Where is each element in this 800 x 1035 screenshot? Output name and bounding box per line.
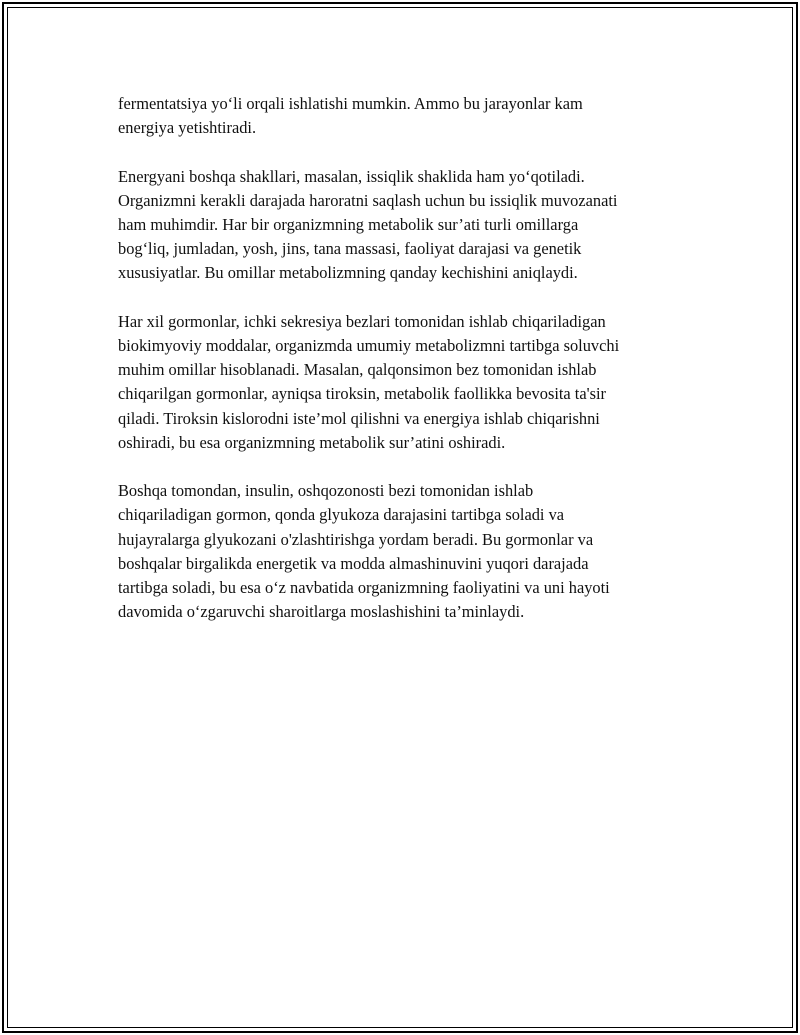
text-line: energiya yetishtiradi. [118, 118, 257, 138]
paragraph-3 [118, 310, 693, 455]
text-line: Organizmni kerakli darajada haroratni saqlash uchun bu issiqlik muvozanati [118, 190, 618, 210]
text-line: tartibga soladi, bu esa o‘z navbatida organizmning faoliyatini va uni hayoti [118, 578, 610, 598]
text-line: muhim omillar hisoblanadi. Masalan, qalqonsimon bez tomonidan ishlab [118, 360, 597, 380]
text-line: biokimyoviy moddalar, organizmda umumiy metabolizmni tartibga soluvchi [118, 336, 620, 355]
document-body [118, 92, 693, 649]
text-line: qiladi. Tiroksin kislorodni iste’mol qilishni va energiya ishlab chiqarishni [118, 408, 600, 428]
text-line: chiqariladigan gormon, qonda glyukoza darajasini tartibga soladi va [118, 505, 565, 525]
text-line: Boshqa tomondan, insulin, oshqozonosti bezi tomonidan ishlab [118, 481, 534, 501]
paragraph-2 [118, 165, 693, 286]
text-line: oshiradi, bu esa organizmning metabolik sur’atini oshiradi. [118, 432, 506, 452]
text-line: xususiyatlar. Bu omillar metabolizmning qanday kechishini aniqlaydi. [118, 263, 578, 283]
text-line: davomida o‘zgaruvchi sharoitlarga moslashishini ta’minlaydi. [118, 602, 525, 622]
text-line: Energyani boshqa shakllari, masalan, issiqlik shaklida ham yo‘qotiladi. [118, 166, 585, 186]
text-line: ham muhimdir. Har bir organizmning metabolik sur’ati turli omillarga [118, 215, 579, 234]
text-line: Har xil gormonlar, ichki sekresiya bezlari tomonidan ishlab chiqariladigan [118, 311, 606, 331]
text-line: hujayralarga glyukozani o'zlashtirishga yordam beradi. Bu gormonlar va [118, 529, 594, 549]
text-line: boshqalar birgalikda energetik va modda almashinuvini yuqori darajada [118, 553, 589, 573]
text-line: fermentatsiya yo‘li orqali ishlatishi mumkin. Ammo bu jarayonlar kam [118, 94, 583, 113]
paragraph-1 [118, 92, 693, 140]
text-line: chiqarilgan gormonlar, ayniqsa tiroksin, metabolik faollikka bevosita ta'sir [118, 384, 606, 404]
paragraph-4 [118, 479, 693, 624]
text-line: bog‘liq, jumladan, yosh, jins, tana massasi, faoliyat darajasi va genetik [118, 239, 582, 259]
